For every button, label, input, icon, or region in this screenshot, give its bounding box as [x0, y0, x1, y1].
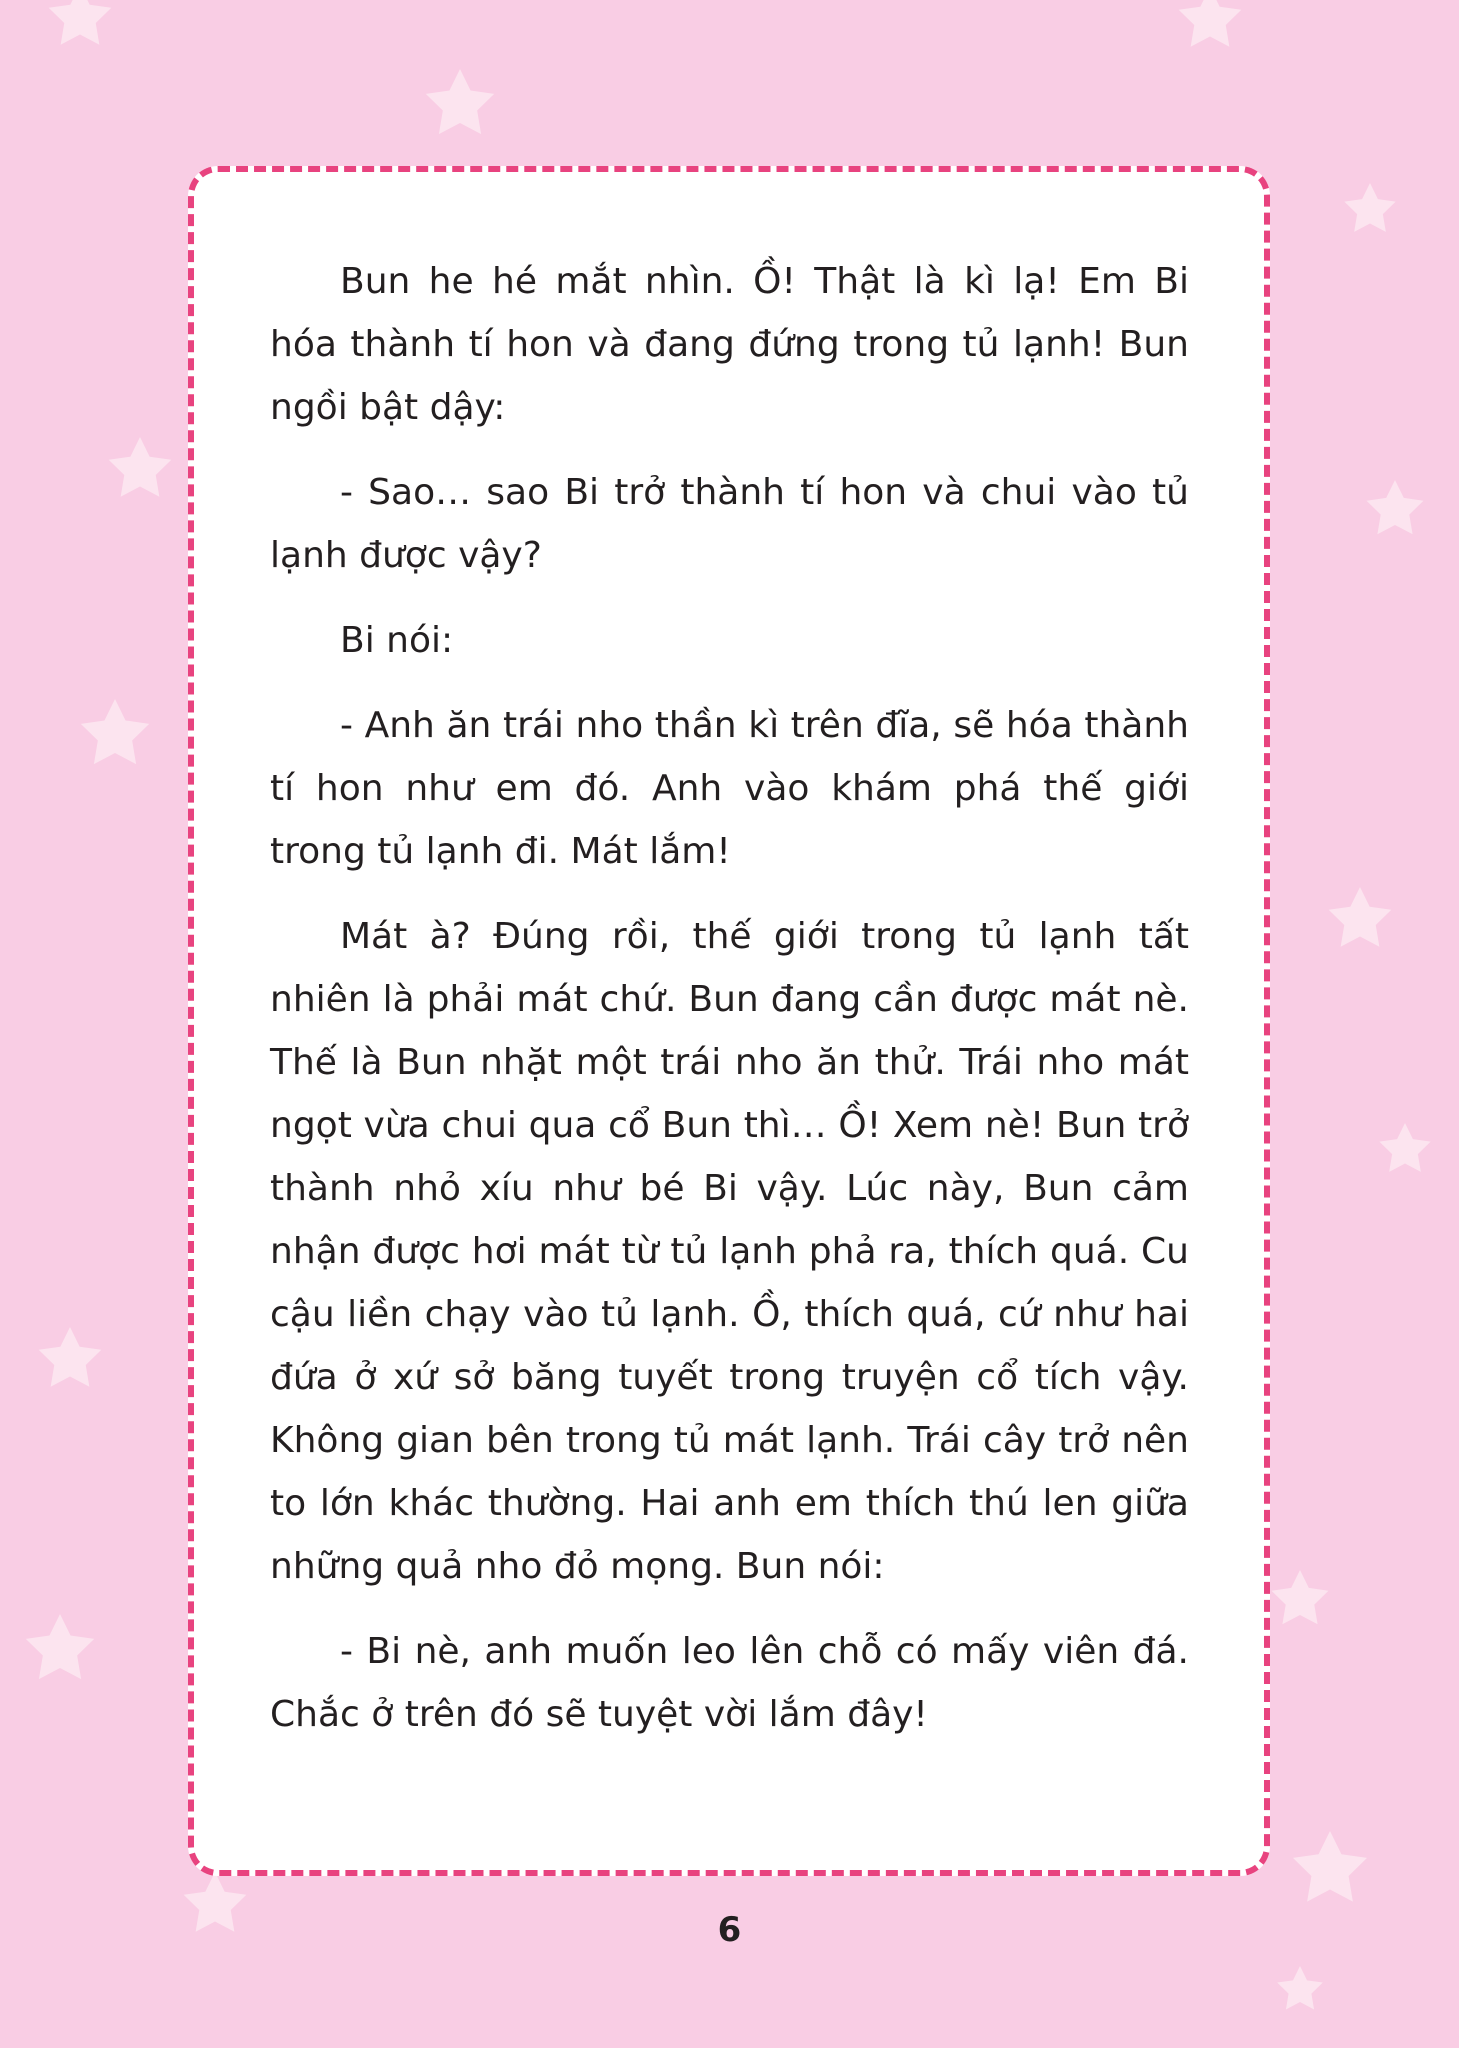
star-icon: [1179, 0, 1242, 47]
star-icon: [426, 69, 494, 134]
page-number: 6: [717, 1910, 742, 1950]
star-icon: [81, 699, 149, 764]
star-icon: [1277, 1966, 1323, 2009]
star-icon: [1344, 183, 1395, 232]
story-paragraph: Mát à? Đúng rồi, thế giới trong tủ lạnh tất nhiên là phải mát chứ. Bun đang cần được mát nè. Thế là Bun nhặt một trái nho ăn thử. Trái nho mát ngọt vừa chui qua cổ Bun thì… Ồ! Xem nè! Bun trở thành nhỏ xíu như bé Bi vậy. Lúc này, Bun cảm nhận được hơi mát từ tủ lạnh phả ra, thích quá. Cu cậu liền chạy vào tủ lạnh. Ồ, thích quá, cứ như hai đứa ở xứ sở băng tuyết trong truyện cổ tích vậy. Không gian bên trong tủ mát lạnh. Trái cây trở nên to lớn khác thường. Hai anh em thích thú len giữa những quả nho đỏ mọng. Bun nói:: [270, 916, 1189, 1587]
story-paragraph: - Anh ăn trái nho thần kì trên đĩa, sẽ hóa thành tí hon như em đó. Anh vào khám phá thế giới trong tủ lạnh đi. Mát lắm!: [270, 705, 1189, 872]
star-icon: [26, 1614, 94, 1679]
story-paragraph: Bi nói:: [340, 620, 454, 661]
star-icon: [1379, 1123, 1430, 1172]
star-icon: [1272, 1570, 1329, 1624]
star-icon: [1293, 1831, 1367, 1902]
star-icon: [1367, 480, 1424, 534]
story-paragraph: - Bi nè, anh muốn leo lên chỗ có mấy viên đá. Chắc ở trên đó sẽ tuyệt vời lắm đây!: [270, 1631, 1189, 1735]
story-paragraph: Bun he hé mắt nhìn. Ồ! Thật là kì lạ! Em Bi hóa thành tí hon và đang đứng trong tủ lạnh! Bun ngồi bật dậy:: [270, 261, 1189, 428]
star-icon: [39, 1327, 102, 1387]
star-icon: [109, 437, 172, 497]
story-paragraph: - Sao… sao Bi trở thành tí hon và chui vào tủ lạnh được vậy?: [270, 472, 1189, 576]
star-icon: [49, 0, 112, 45]
story-text-box: [188, 166, 1270, 1876]
star-icon: [1329, 887, 1392, 947]
